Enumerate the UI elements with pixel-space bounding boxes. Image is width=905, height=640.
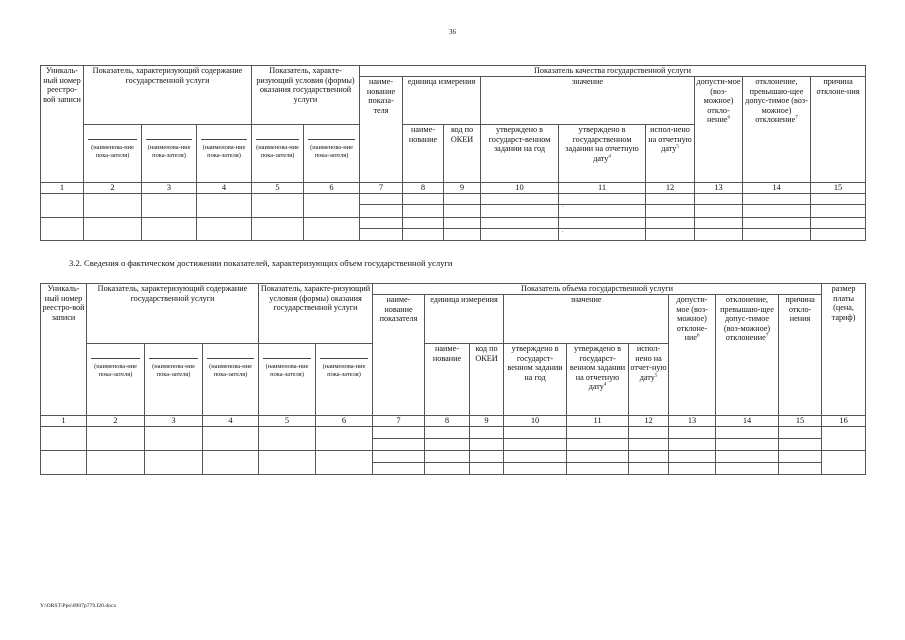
column-number: 14 <box>716 416 779 427</box>
conditions-indicator-header: Показатель, характе-ризующий условия (формы) оказания государственной услуги <box>259 284 373 344</box>
exceeding-deviation-header: отклонение, превышаю-щее допус-тимое (воз-можное) отклонение$^7$ <box>716 295 779 416</box>
content-indicator-2-cell: (наименова-ние пока-зателя) <box>142 125 197 183</box>
okei-code-header: код по ОКЕИ <box>444 125 481 183</box>
section-title: 3.2. Сведения о фактическом достижении показателей, характеризующих объем государственной услуги <box>69 258 453 268</box>
unique-number-header: Уникаль-ный номер реестро-вой записи <box>41 284 87 416</box>
column-number: 6 <box>316 416 373 427</box>
conditions-indicator-1-cell: (наименова-ние пока-зателя) <box>259 344 316 416</box>
exceeding-deviation-header: отклонение, превышаю-щее допус-тимое (воз-можное) отклонение$^7$ <box>743 77 811 183</box>
content-indicator-1-cell: (наименова-ние пока-зателя) <box>84 125 142 183</box>
column-number: 7 <box>360 183 403 194</box>
permissible-deviation-header: допусти-мое (воз-можное) откло-нение$^6$ <box>695 77 743 183</box>
data-row <box>41 194 866 205</box>
column-number: 8 <box>425 416 470 427</box>
content-indicator-header: Показатель, характеризующий содержание государственной услуги <box>87 284 259 344</box>
reason-header: причина откло-нения <box>779 295 822 416</box>
conditions-indicator-2-cell: (наименова-ние пока-зателя) <box>316 344 373 416</box>
column-number: 3 <box>142 183 197 194</box>
volume-indicator-header: Показатель объема государственной услуги <box>373 284 822 295</box>
content-indicator-2-cell: (наименова-ние пока-зателя) <box>145 344 203 416</box>
data-row <box>41 218 866 229</box>
executed-header: испол-нено на отчетную дату$^5$ <box>646 125 695 183</box>
unit-name-header: наиме-нование <box>403 125 444 183</box>
column-number: 4 <box>197 183 252 194</box>
stray-mark: . <box>562 228 564 234</box>
content-indicator-1-cell: (наименова-ние пока-зателя) <box>87 344 145 416</box>
page-number: 36 <box>449 28 456 36</box>
indicator-name-header: наиме-нование показателя <box>373 295 425 416</box>
column-number: 12 <box>629 416 669 427</box>
stray-mark: . <box>562 203 564 209</box>
content-indicator-3-cell: (наименова-ние пока-зателя) <box>197 125 252 183</box>
column-number: 16 <box>822 416 866 427</box>
approved-year-header: утверждено в государст-венном задании на год <box>504 344 567 416</box>
approved-date-header: утверждено в государст-венном задании на отчетную дату$^4$ <box>567 344 629 416</box>
column-number: 11 <box>567 416 629 427</box>
column-number: 5 <box>259 416 316 427</box>
column-number: 9 <box>444 183 481 194</box>
column-number: 5 <box>252 183 304 194</box>
value-header: значение <box>481 77 695 125</box>
column-number: 2 <box>87 416 145 427</box>
column-number: 13 <box>669 416 716 427</box>
column-number: 11 <box>559 183 646 194</box>
column-number: 10 <box>504 416 567 427</box>
column-number: 3 <box>145 416 203 427</box>
column-number: 15 <box>779 416 822 427</box>
column-numbers-row <box>41 416 866 427</box>
column-number: 1 <box>41 416 87 427</box>
column-number: 13 <box>695 183 743 194</box>
value-header: значение <box>504 295 669 344</box>
data-row <box>41 427 866 439</box>
column-number: 15 <box>811 183 866 194</box>
content-indicator-header: Показатель, характеризующий содержание государственной услуги <box>84 66 252 125</box>
executed-header: испол-нено на отчет-ную дату$^5$ <box>629 344 669 416</box>
okei-code-header: код по ОКЕИ <box>470 344 504 416</box>
column-number: 12 <box>646 183 695 194</box>
column-number: 6 <box>304 183 360 194</box>
column-number: 1 <box>41 183 84 194</box>
indicator-name-header: наиме-нование показа-теля <box>360 77 403 183</box>
unit-name-header: наиме-нование <box>425 344 470 416</box>
column-number: 14 <box>743 183 811 194</box>
approved-date-header: утверждено в государственном задании на отчетную дату$^4$ <box>559 125 646 183</box>
column-number: 9 <box>470 416 504 427</box>
quality-indicators-table <box>40 65 866 241</box>
column-number: 2 <box>84 183 142 194</box>
column-numbers-row <box>41 183 866 194</box>
permissible-deviation-header: допусти-мое (воз-можное) отклоне-ние$^6$ <box>669 295 716 416</box>
conditions-indicator-1-cell: (наименова-ние пока-зателя) <box>252 125 304 183</box>
conditions-indicator-2-cell: (наименова-ние пока-зателя) <box>304 125 360 183</box>
file-path-footer: Y:\ORST\Ppo\0907p779.f20.docx <box>40 603 117 609</box>
volume-indicators-table <box>40 283 866 475</box>
data-row <box>41 451 866 463</box>
unique-number-header: Уникаль-ный номер реестро-вой записи <box>41 66 84 183</box>
column-number: 7 <box>373 416 425 427</box>
quality-indicator-header: Показатель качества государственной услуги <box>360 66 866 77</box>
conditions-indicator-header: Показатель, характе-ризующий условия (формы) оказания государственной услуги <box>252 66 360 125</box>
reason-header: причина отклоне-ния <box>811 77 866 183</box>
unit-header: единица измерения <box>425 295 504 344</box>
column-number: 10 <box>481 183 559 194</box>
content-indicator-3-cell: (наименова-ние пока-зателя) <box>203 344 259 416</box>
unit-header: единица измерения <box>403 77 481 125</box>
fee-header: размер платы (цена, тариф) <box>822 284 866 416</box>
column-number: 4 <box>203 416 259 427</box>
approved-year-header: утверждено в государст-венном задании на год <box>481 125 559 183</box>
column-number: 8 <box>403 183 444 194</box>
